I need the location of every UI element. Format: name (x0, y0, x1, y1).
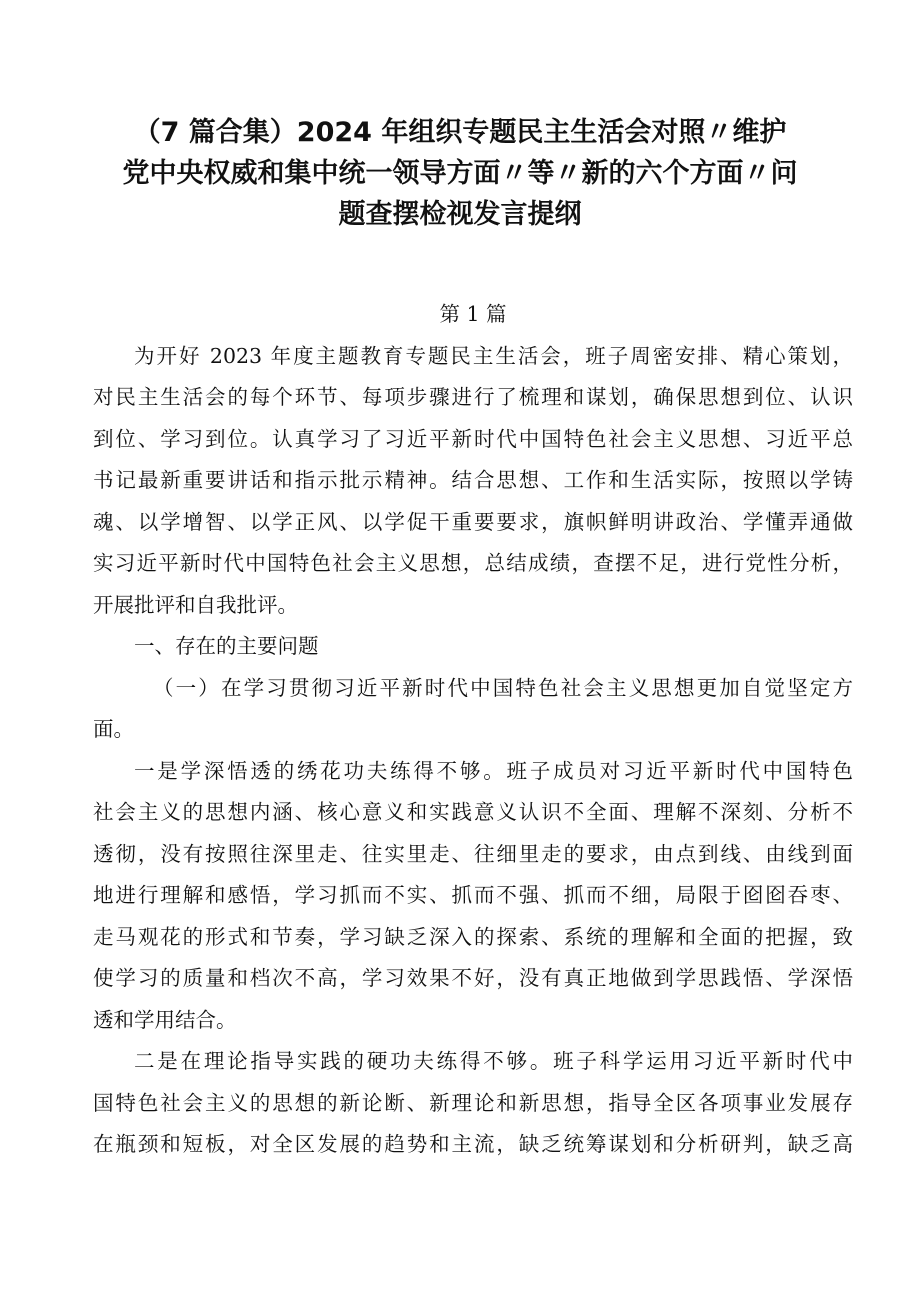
paragraph-line: 一是学深悟透的绣花功夫练得不够。班子成员对习近平新时代中国特色 (134, 758, 853, 783)
document-title (60, 112, 860, 235)
paragraph-line: 二是在理论指导实践的硬功夫练得不够。班子科学运用习近平新时代中 (134, 1049, 853, 1073)
paragraph-line: 地进行理解和感悟，学习抓而不实、抓而不强、抓而不细，局限于囵囵吞枣、 (93, 883, 853, 907)
paragraph-line: 国特色社会主义的思想的新论断、新理论和新思想，指导全区各项事业发展存 (93, 1090, 853, 1115)
paragraph-line: 书记最新重要讲话和指示批示精神。结合思想、工作和生活实际，按照以学铸 (93, 468, 853, 492)
paragraph-line: 为开好 2023 年度主题教育专题民主生活会，班子周密安排、精心策划， (134, 343, 853, 368)
paragraph-line: 社会主义的思想内涵、核心意义和实践意义认识不全面、理解不深刻、分析不 (93, 800, 853, 824)
paragraph-point-one (93, 751, 853, 1042)
subsection-heading (93, 668, 853, 751)
paragraph-line: 走马观花的形式和节奏，学习缺乏深入的探索、系统的理解和全面的把握，致 (93, 924, 853, 949)
paragraph-line: 实习近平新时代中国特色社会主义思想，总结成绩，查摆不足，进行党性分析， (93, 551, 853, 575)
paragraph-line: 透彻，没有按照往深里走、往实里走、往细里走的要求，由点到线、由线到面 (93, 841, 853, 866)
paragraph-line: 开展批评和自我批评。 (93, 592, 298, 617)
paragraph-line: 到位、学习到位。认真学习了习近平新时代中国特色社会主义思想、习近平总 (93, 426, 853, 451)
title-line: （7 篇合集）2024 年组织专题民主生活会对照〃维护 (133, 117, 787, 148)
document-body (93, 294, 853, 1166)
section-heading (93, 626, 853, 668)
paragraph-line: 透和学用结合。 (93, 1007, 237, 1032)
paragraph-line: 在瓶颈和短板，对全区发展的趋势和主流，缺乏统筹谋划和分析研判，缺乏高 (93, 1132, 853, 1156)
paragraph-line: 使学习的质量和档次不高，学习效果不好，没有真正地做到学思践悟、学深悟 (93, 966, 853, 990)
title-line: 党中央权威和集中统一领导方面〃等〃新的六个方面〃问 (122, 158, 798, 189)
paragraph-line: （一）在学习贯彻习近平新时代中国特色社会主义思想更加自觉坚定方 (153, 675, 853, 700)
chapter-heading: 第 1 篇 (439, 302, 507, 326)
paragraph-line: 魂、以学增智、以学正风、以学促干重要要求，旗帜鲜明讲政治、学懂弄通做 (93, 509, 853, 534)
title-line: 题查摆检视发言提纲 (338, 199, 582, 230)
paragraph-line: 对民主生活会的每个环节、每项步骤进行了梳理和谋划，确保思想到位、认识 (93, 385, 853, 409)
paragraph-line: 一、存在的主要问题 (134, 634, 319, 658)
paragraph-intro (93, 336, 853, 627)
paragraph-point-two (93, 1041, 853, 1166)
paragraph-line: 面。 (93, 717, 134, 741)
